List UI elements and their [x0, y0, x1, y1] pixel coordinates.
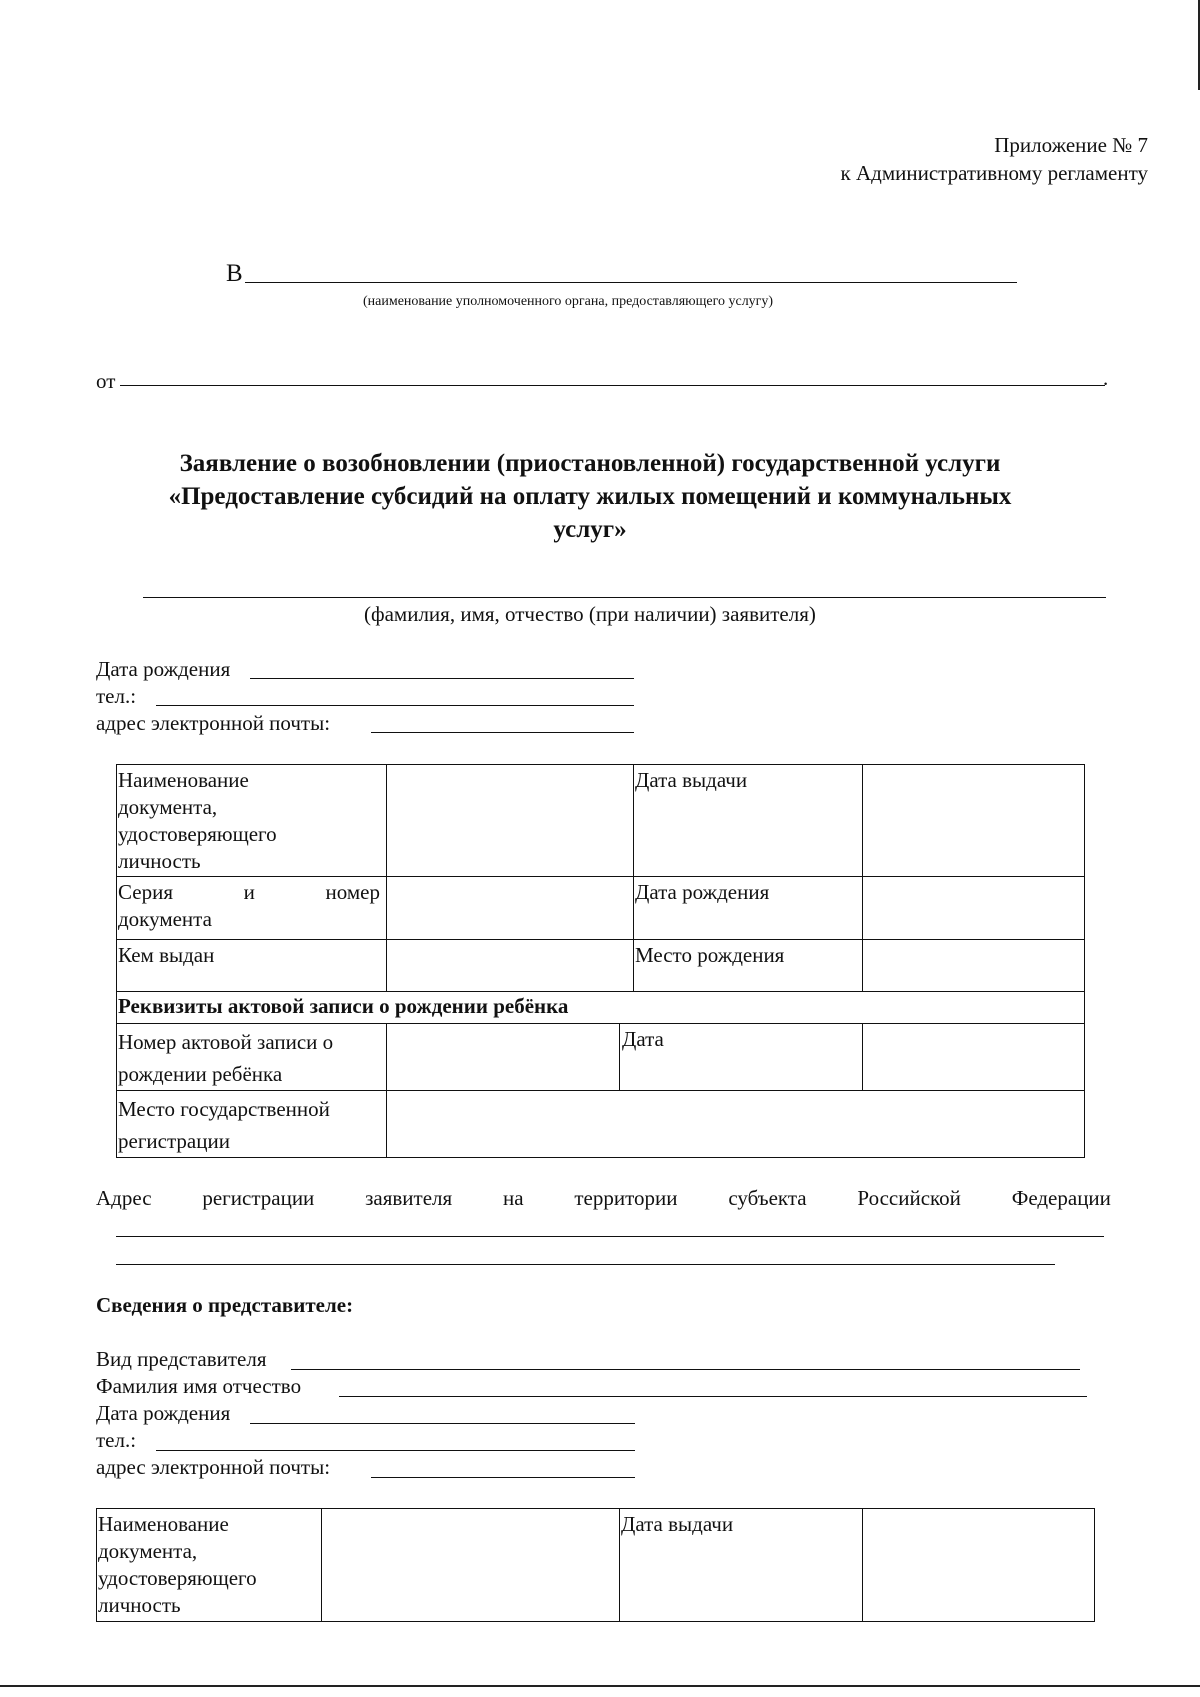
rep-doc-name-line-4: личность — [98, 1593, 181, 1617]
appendix-to-regulation: к Административному регламенту — [840, 161, 1148, 185]
act-record-number-line-2: рождении ребёнка — [118, 1062, 283, 1086]
representative-document-table — [96, 1508, 1095, 1622]
applicant-document-table — [116, 764, 1085, 1158]
series-number-value[interactable] — [387, 877, 634, 940]
addressee-field[interactable] — [245, 282, 1017, 283]
representative-heading: Сведения о представителе: — [96, 1293, 354, 1317]
registration-address-label — [96, 1185, 1111, 1211]
reg-word-2: регистрации — [202, 1186, 315, 1210]
act-record-number-value[interactable] — [387, 1024, 620, 1091]
applicant-name-field[interactable] — [143, 597, 1106, 598]
rep-doc-name-line-1: Наименование — [98, 1512, 229, 1536]
series-number-label — [117, 877, 387, 940]
issued-by-value[interactable] — [387, 940, 634, 992]
doc-birth-date-label: Дата рождения — [634, 877, 863, 940]
doc-name-line-2: документа, — [118, 795, 218, 819]
rep-birth-date-label: Дата рождения — [96, 1401, 231, 1425]
document-title-line-2: «Предоставление субсидий на оплату жилых помещений и коммунальных — [168, 483, 1012, 510]
doc-name-value[interactable] — [387, 765, 634, 877]
act-record-date-value[interactable] — [863, 1024, 1085, 1091]
reg-place-line-1: Место государственной — [118, 1097, 330, 1121]
appendix-number: Приложение № 7 — [994, 133, 1148, 157]
issued-by-label: Кем выдан — [117, 940, 387, 992]
rep-type-label: Вид представителя — [96, 1347, 267, 1371]
addressee-prefix: В — [226, 260, 243, 287]
reg-word-5: территории — [574, 1186, 678, 1210]
birth-place-label: Место рождения — [634, 940, 863, 992]
registration-address-field-2[interactable] — [116, 1264, 1055, 1265]
scan-edge-bottom — [0, 1685, 1200, 1687]
reg-word-6: субъекта — [728, 1186, 807, 1210]
applicant-email-label: адрес электронной почты: — [96, 711, 331, 735]
rep-email-field[interactable] — [371, 1477, 635, 1478]
from-prefix: от — [96, 369, 116, 393]
from-suffix: . — [1103, 366, 1109, 390]
and-word: и — [243, 880, 255, 904]
doc-name-line-4: личность — [118, 849, 201, 873]
act-record-number-label — [117, 1024, 387, 1091]
document-title-line-1: Заявление о возобновлении (приостановленной) государственной услуги — [179, 450, 1001, 477]
doc-birth-date-value[interactable] — [863, 877, 1085, 940]
applicant-phone-label: тел.: — [96, 684, 137, 708]
act-record-header: Реквизиты актовой записи о рождении ребёнка — [117, 992, 1085, 1024]
addressee-caption: (наименование уполномоченного органа, предоставляющего услугу) — [363, 294, 774, 309]
applicant-email-field[interactable] — [371, 732, 634, 733]
birth-place-value[interactable] — [863, 940, 1085, 992]
rep-doc-name-label — [97, 1509, 322, 1622]
applicant-name-caption: (фамилия, имя, отчество (при наличии) заявителя) — [364, 602, 816, 626]
doc-name-line-1: Наименование — [118, 768, 249, 792]
from-field[interactable] — [120, 385, 1105, 386]
doc-name-label — [117, 765, 387, 877]
reg-word-1: Адрес — [96, 1186, 152, 1210]
reg-word-7: Российской — [857, 1186, 961, 1210]
rep-phone-field[interactable] — [156, 1450, 635, 1451]
rep-type-field[interactable] — [291, 1369, 1080, 1370]
registration-address-field-1[interactable] — [116, 1236, 1104, 1237]
rep-name-label: Фамилия имя отчество — [96, 1374, 302, 1398]
reg-word-8: Федерации — [1011, 1186, 1111, 1210]
rep-phone-label: тел.: — [96, 1428, 137, 1452]
issue-date-label: Дата выдачи — [634, 765, 863, 877]
rep-name-field[interactable] — [339, 1396, 1087, 1397]
reg-place-value[interactable] — [387, 1091, 1085, 1158]
document-title-line-3: услуг» — [553, 516, 627, 543]
applicant-birth-date-field[interactable] — [250, 678, 634, 679]
reg-word-3: заявителя — [365, 1186, 453, 1210]
document-word: документа — [118, 907, 212, 931]
rep-birth-date-field[interactable] — [250, 1423, 635, 1424]
number-word: номер — [325, 880, 380, 904]
applicant-birth-date-label: Дата рождения — [96, 657, 231, 681]
issue-date-value[interactable] — [863, 765, 1085, 877]
rep-doc-name-value[interactable] — [322, 1509, 620, 1622]
rep-doc-name-line-2: документа, — [98, 1539, 198, 1563]
rep-issue-date-label: Дата выдачи — [620, 1509, 863, 1622]
applicant-phone-field[interactable] — [156, 705, 634, 706]
rep-issue-date-value[interactable] — [863, 1509, 1095, 1622]
reg-word-4: на — [503, 1186, 524, 1210]
act-record-date-label: Дата — [620, 1024, 863, 1091]
reg-place-label — [117, 1091, 387, 1158]
act-record-number-line-1: Номер актовой записи о — [118, 1030, 334, 1054]
rep-email-label: адрес электронной почты: — [96, 1455, 331, 1479]
reg-place-line-2: регистрации — [118, 1129, 230, 1153]
doc-name-line-3: удостоверяющего — [118, 822, 277, 846]
rep-doc-name-line-3: удостоверяющего — [98, 1566, 257, 1590]
series-word: Серия — [118, 880, 173, 904]
